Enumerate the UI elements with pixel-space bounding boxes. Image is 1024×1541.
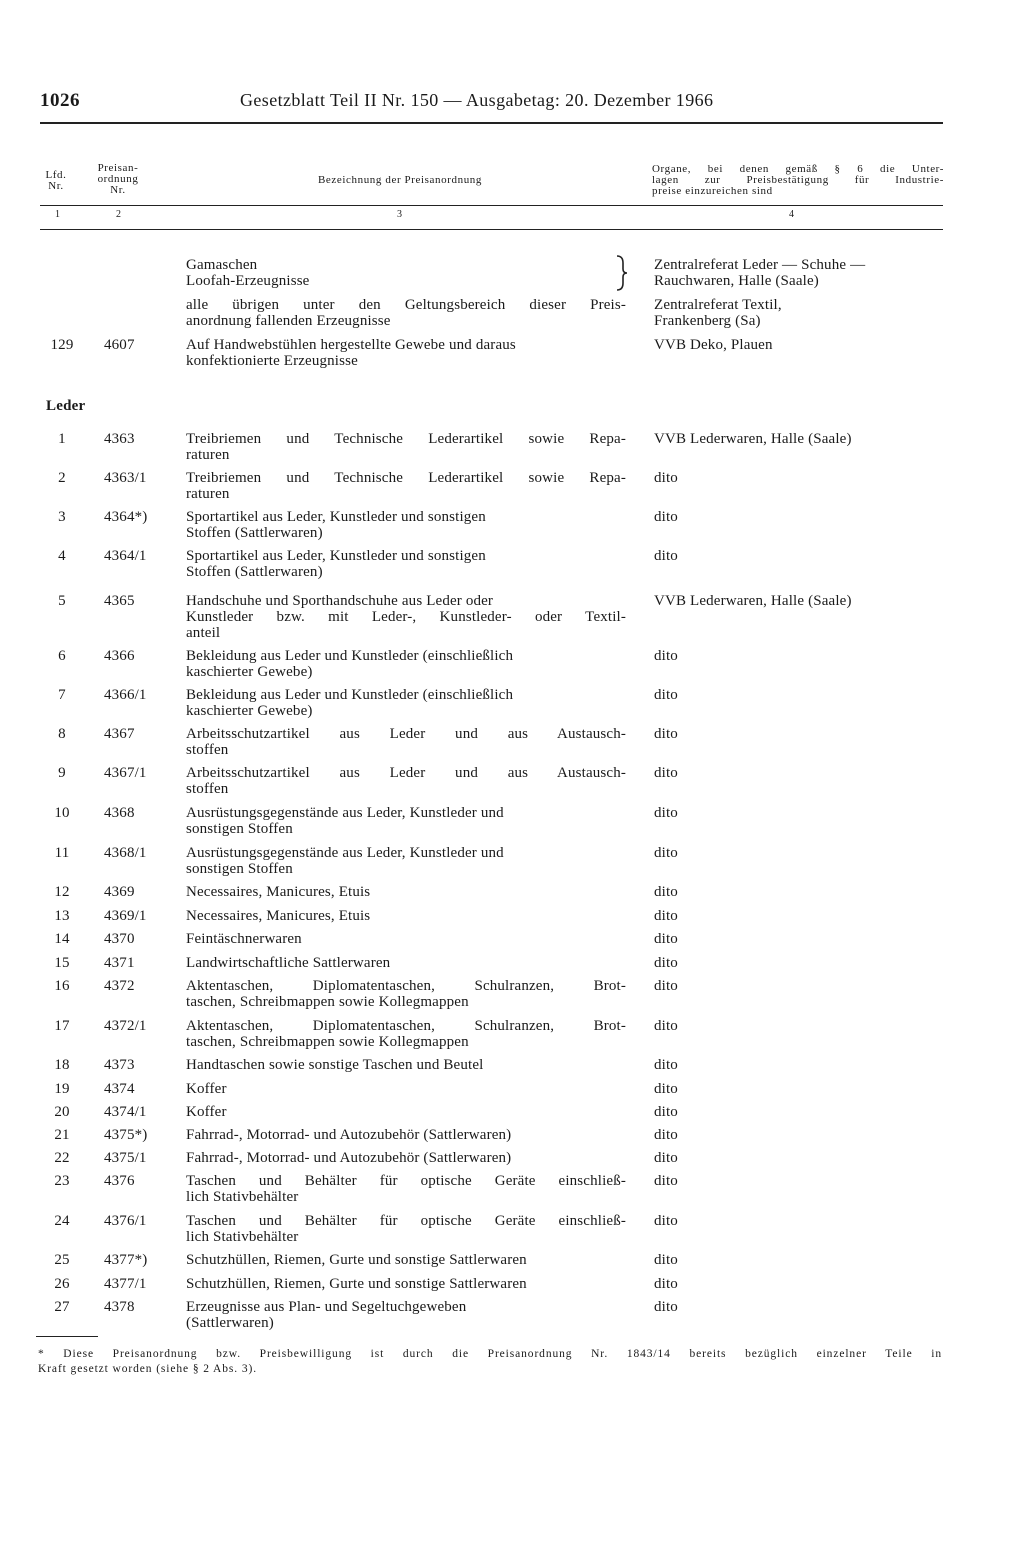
cell-preisanordnung-nr: 4377*) [104, 1252, 148, 1268]
cell-bezeichnung: Aktentaschen, Diplomatentaschen, Schulranzen, Brot- taschen, Schreibmappen sowie Kollegmappen [186, 978, 626, 1010]
column-number-1: 1 [55, 209, 61, 220]
cell-lfd-nr: 20 [54, 1104, 70, 1120]
page-number: 1026 [40, 90, 80, 111]
cell-lfd-nr: 17 [54, 1018, 70, 1034]
cell-organ: VVB Lederwaren, Halle (Saale) [654, 431, 852, 447]
col-header-preisanordnung-nr: Preisan- ordnung Nr. [97, 162, 139, 196]
cell-organ: dito [654, 1127, 678, 1143]
cell-preisanordnung-nr: 4364*) [104, 509, 148, 525]
cell-lfd-nr: 6 [58, 648, 66, 664]
cell-bezeichnung: Bekleidung aus Leder und Kunstleder (einschließlich kaschierter Gewebe) [186, 648, 514, 680]
cell-organ: dito [654, 1213, 678, 1229]
cell-organ: dito [654, 1150, 678, 1166]
cell-lfd-nr: 11 [54, 845, 70, 861]
cell-bezeichnung: Treibriemen und Technische Lederartikel sowie Repa- raturen [186, 470, 626, 502]
cell-lfd-nr: 3 [58, 509, 66, 525]
cell-bezeichnung: Taschen und Behälter für optische Geräte einschließ- lich Stativbehälter [186, 1213, 626, 1245]
cell-organ: dito [654, 687, 678, 703]
cell-preisanordnung-nr: 4372/1 [104, 1018, 147, 1034]
cell-organ: dito [654, 1173, 678, 1189]
cell-preisanordnung-nr: 4367 [104, 726, 135, 742]
cell-preisanordnung-nr: 4372 [104, 978, 135, 994]
cell-organ: dito [654, 509, 678, 525]
cell-lfd-nr: 22 [54, 1150, 70, 1166]
cell-lfd-nr: 4 [58, 548, 66, 564]
cell-preisanordnung-nr: 4376/1 [104, 1213, 147, 1229]
column-number-3: 3 [397, 209, 403, 220]
cell-organ: Zentralreferat Leder — Schuhe — Rauchwaren, Halle (Saale) [654, 257, 866, 289]
cell-organ: dito [654, 470, 678, 486]
cell-preisanordnung-nr: 4366 [104, 648, 135, 664]
cell-lfd-nr: 23 [54, 1173, 70, 1189]
cell-organ: dito [654, 648, 678, 664]
column-header-rule [40, 205, 943, 206]
cell-lfd-nr: 27 [54, 1299, 70, 1315]
cell-preisanordnung-nr: 4371 [104, 955, 135, 971]
cell-organ: dito [654, 931, 678, 947]
cell-bezeichnung: Ausrüstungsgegenstände aus Leder, Kunstleder und sonstigen Stoffen [186, 845, 504, 877]
cell-organ: dito [654, 845, 678, 861]
header-rule [40, 122, 943, 124]
cell-bezeichnung: Bekleidung aus Leder und Kunstleder (einschließlich kaschierter Gewebe) [186, 687, 514, 719]
cell-organ: dito [654, 1018, 678, 1034]
cell-bezeichnung: Feintäschnerwaren [186, 931, 302, 947]
cell-bezeichnung: Arbeitsschutzartikel aus Leder und aus Austausch- stoffen [186, 726, 626, 758]
cell-preisanordnung-nr: 4375/1 [104, 1150, 147, 1166]
cell-lfd-nr: 16 [54, 978, 70, 994]
cell-bezeichnung: Arbeitsschutzartikel aus Leder und aus Austausch- stoffen [186, 765, 626, 797]
cell-organ: dito [654, 1057, 678, 1073]
cell-lfd-nr: 8 [58, 726, 66, 742]
cell-organ: dito [654, 726, 678, 742]
cell-organ: dito [654, 978, 678, 994]
cell-bezeichnung: Treibriemen und Technische Lederartikel sowie Repa- raturen [186, 431, 626, 463]
cell-preisanordnung-nr: 4369 [104, 884, 135, 900]
cell-preisanordnung-nr: 4370 [104, 931, 135, 947]
cell-preisanordnung-nr: 4607 [104, 337, 135, 353]
cell-bezeichnung: Handschuhe und Sporthandschuhe aus Leder oder Kunstleder bzw. mit Leder-, Kunstleder- oder Textil- anteil [186, 593, 626, 641]
cell-bezeichnung: Fahrrad-, Motorrad- und Autozubehör (Sattlerwaren) [186, 1150, 512, 1166]
col-header-bezeichnung: Bezeichnung der Preisanordnung [317, 174, 482, 186]
cell-preisanordnung-nr: 4365 [104, 593, 135, 609]
col-header-organe: Organe, bei denen gemäß § 6 die Unter- lagen zur Preisbestätigung für Industrie- preise einzureichen sind [652, 163, 944, 197]
cell-preisanordnung-nr: 4374 [104, 1081, 135, 1097]
cell-bezeichnung: Fahrrad-, Motorrad- und Autozubehör (Sattlerwaren) [186, 1127, 512, 1143]
grouping-brace [612, 255, 632, 291]
column-number-2: 2 [116, 209, 122, 220]
cell-preisanordnung-nr: 4363 [104, 431, 135, 447]
cell-lfd-nr: 13 [54, 908, 70, 924]
cell-preisanordnung-nr: 4367/1 [104, 765, 147, 781]
cell-preisanordnung-nr: 4378 [104, 1299, 135, 1315]
cell-lfd-nr: 1 [58, 431, 66, 447]
cell-preisanordnung-nr: 4376 [104, 1173, 135, 1189]
cell-lfd-nr: 12 [54, 884, 70, 900]
cell-lfd-nr: 9 [58, 765, 66, 781]
cell-preisanordnung-nr: 4375*) [104, 1127, 148, 1143]
section-heading-leder: Leder [46, 398, 86, 414]
cell-organ: dito [654, 1252, 678, 1268]
cell-preisanordnung-nr: 4368 [104, 805, 135, 821]
cell-preisanordnung-nr: 4374/1 [104, 1104, 147, 1120]
cell-bezeichnung: Aktentaschen, Diplomatentaschen, Schulranzen, Brot- taschen, Schreibmappen sowie Kollegmappen [186, 1018, 626, 1050]
cell-preisanordnung-nr: 4363/1 [104, 470, 147, 486]
running-title: Gesetzblatt Teil II Nr. 150 — Ausgabetag: 20. Dezember 1966 [240, 90, 714, 110]
cell-organ: dito [654, 884, 678, 900]
cell-organ: dito [654, 1276, 678, 1292]
cell-bezeichnung: Landwirtschaftliche Sattlerwaren [186, 955, 391, 971]
cell-bezeichnung: Ausrüstungsgegenstände aus Leder, Kunstleder und sonstigen Stoffen [186, 805, 504, 837]
cell-organ: Zentralreferat Textil, Frankenberg (Sa) [654, 297, 782, 329]
cell-bezeichnung: Taschen und Behälter für optische Geräte einschließ- lich Stativbehälter [186, 1173, 626, 1205]
cell-organ: dito [654, 548, 678, 564]
cell-lfd-nr: 24 [54, 1213, 70, 1229]
cell-organ: dito [654, 1081, 678, 1097]
cell-lfd-nr: 14 [54, 931, 70, 947]
cell-lfd-nr: 25 [54, 1252, 70, 1268]
cell-preisanordnung-nr: 4369/1 [104, 908, 147, 924]
cell-lfd-nr: 18 [54, 1057, 70, 1073]
cell-organ: dito [654, 908, 678, 924]
cell-lfd-nr: 129 [50, 337, 74, 353]
cell-organ: VVB Deko, Plauen [654, 337, 773, 353]
cell-lfd-nr: 10 [54, 805, 70, 821]
cell-preisanordnung-nr: 4377/1 [104, 1276, 147, 1292]
cell-lfd-nr: 7 [58, 687, 66, 703]
cell-bezeichnung: Handtaschen sowie sonstige Taschen und Beutel [186, 1057, 484, 1073]
cell-organ: dito [654, 1299, 678, 1315]
cell-bezeichnung: Koffer [186, 1104, 227, 1120]
cell-bezeichnung: Gamaschen Loofah-Erzeugnisse [186, 257, 310, 289]
column-number-rule [40, 229, 943, 230]
cell-lfd-nr: 5 [58, 593, 66, 609]
cell-bezeichnung: Schutzhüllen, Riemen, Gurte und sonstige Sattlerwaren [186, 1252, 527, 1268]
cell-bezeichnung: Koffer [186, 1081, 227, 1097]
cell-bezeichnung: Sportartikel aus Leder, Kunstleder und sonstigen Stoffen (Sattlerwaren) [186, 509, 486, 541]
cell-bezeichnung: Necessaires, Manicures, Etuis [186, 908, 371, 924]
footnote: * Diese Preisanordnung bzw. Preisbewilligung ist durch die Preisanordnung Nr. 1843/14 bereits bezüglich einzelner Teile in Kraft gesetzt worden (siehe § 2 Abs. 3). [38, 1348, 942, 1375]
cell-lfd-nr: 26 [54, 1276, 70, 1292]
cell-bezeichnung: Erzeugnisse aus Plan- und Segeltuchgeweben (Sattlerwaren) [186, 1299, 467, 1331]
cell-lfd-nr: 19 [54, 1081, 70, 1097]
cell-organ: VVB Lederwaren, Halle (Saale) [654, 593, 852, 609]
cell-preisanordnung-nr: 4368/1 [104, 845, 147, 861]
cell-organ: dito [654, 765, 678, 781]
cell-organ: dito [654, 955, 678, 971]
footnote-rule [36, 1336, 98, 1337]
cell-bezeichnung: Sportartikel aus Leder, Kunstleder und sonstigen Stoffen (Sattlerwaren) [186, 548, 486, 580]
cell-lfd-nr: 21 [54, 1127, 70, 1143]
cell-lfd-nr: 2 [58, 470, 66, 486]
cell-lfd-nr: 15 [54, 955, 70, 971]
col-header-lfd-nr: Lfd. Nr. [45, 169, 67, 192]
cell-preisanordnung-nr: 4366/1 [104, 687, 147, 703]
cell-bezeichnung: Necessaires, Manicures, Etuis [186, 884, 371, 900]
cell-bezeichnung: alle übrigen unter den Geltungsbereich dieser Preis- anordnung fallenden Erzeugnisse [186, 297, 626, 329]
cell-organ: dito [654, 805, 678, 821]
cell-bezeichnung: Schutzhüllen, Riemen, Gurte und sonstige Sattlerwaren [186, 1276, 527, 1292]
cell-organ: dito [654, 1104, 678, 1120]
cell-bezeichnung: Auf Handwebstühlen hergestellte Gewebe und daraus konfektionierte Erzeugnisse [186, 337, 516, 369]
column-number-4: 4 [789, 209, 795, 220]
cell-preisanordnung-nr: 4364/1 [104, 548, 147, 564]
cell-preisanordnung-nr: 4373 [104, 1057, 135, 1073]
